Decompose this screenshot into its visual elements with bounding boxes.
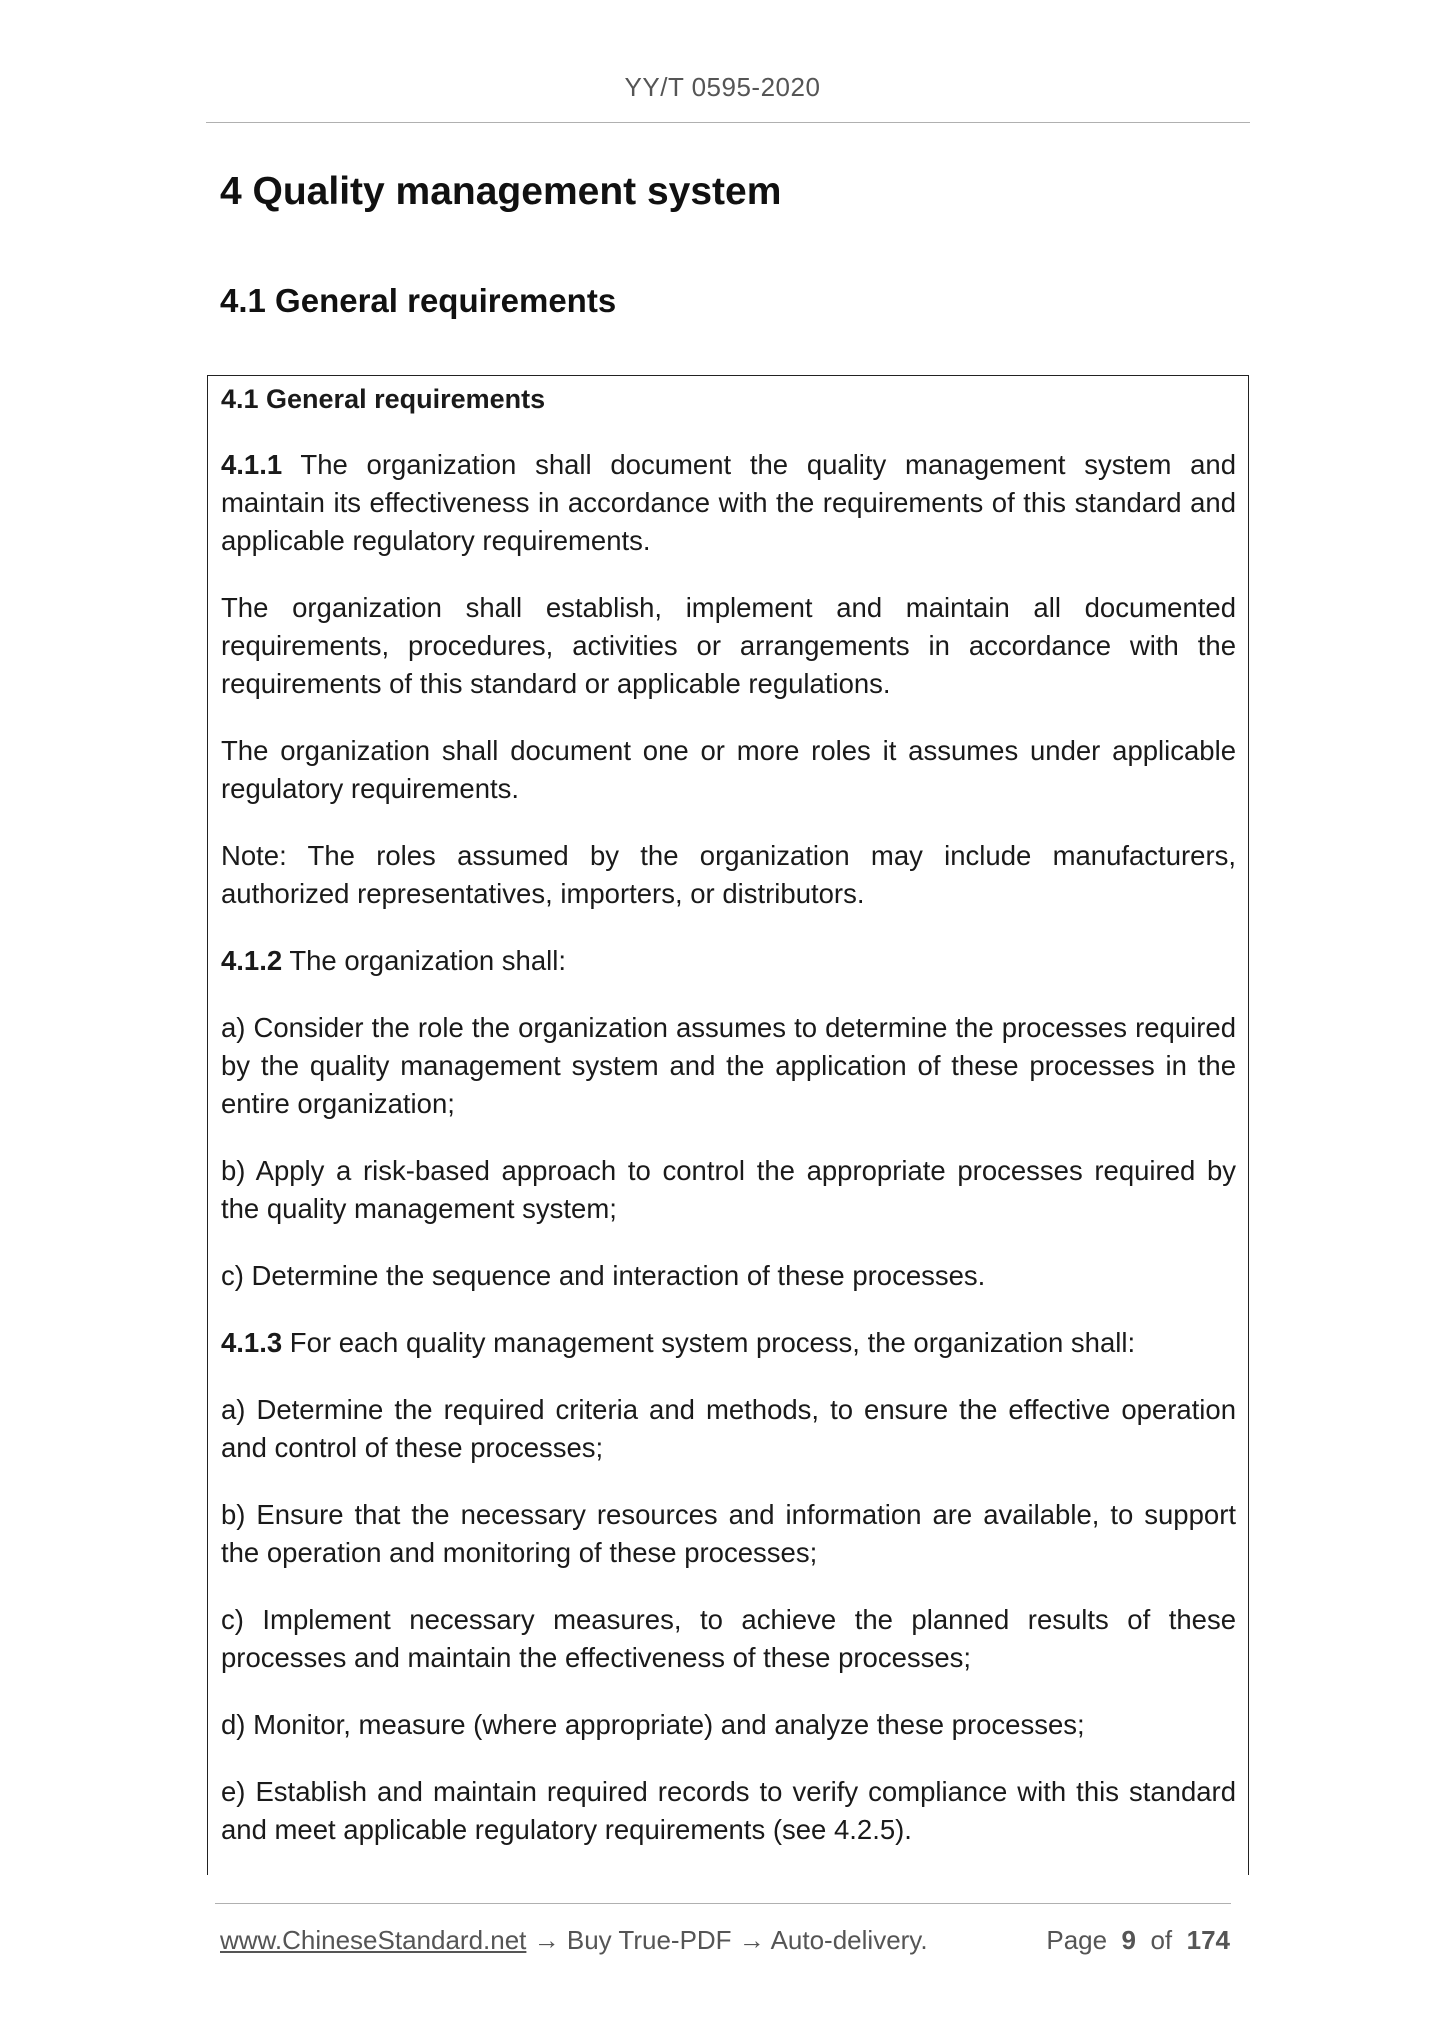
paragraph [221, 1009, 1236, 1123]
footer-divider [215, 1903, 1231, 1904]
paragraph [221, 1152, 1236, 1228]
paragraph-text: b) Apply a risk-based approach to control the appropriate processes required by the quality management system; [221, 1155, 1236, 1224]
paragraph [221, 1257, 1236, 1295]
page-footer [220, 1925, 1230, 1956]
page-label: Page [1046, 1925, 1108, 1955]
page-total: 174 [1186, 1925, 1230, 1955]
clause-number: 4.1.1 [221, 449, 283, 480]
header-divider [206, 122, 1250, 123]
paragraph [221, 1706, 1236, 1744]
paragraph-text: The organization shall document one or more roles it assumes under applicable regulatory requirements. [221, 735, 1236, 804]
paragraph [221, 732, 1236, 808]
paragraph-text: a) Determine the required criteria and methods, to ensure the effective operation and control of these processes; [221, 1394, 1236, 1463]
box-title: 4.1 General requirements [221, 384, 546, 414]
clause-number: 4.1.3 [221, 1327, 283, 1358]
requirements-box [207, 375, 1249, 1875]
clause-number: 4.1.2 [221, 945, 283, 976]
paragraph-text: a) Consider the role the organization assumes to determine the processes required by the quality management system and the application of these processes in the entire organization; [221, 1012, 1236, 1119]
paragraph [221, 1496, 1236, 1572]
paragraph-text: b) Ensure that the necessary resources and information are available, to support the operation and monitoring of these processes; [221, 1499, 1236, 1568]
paragraph [221, 1324, 1236, 1362]
document-id-header: YY/T 0595-2020 [624, 72, 821, 102]
paragraph-text: For each quality management system process, the organization shall: [282, 1327, 1136, 1358]
paragraph [221, 1391, 1236, 1467]
website-link[interactable]: www.ChineseStandard.net [220, 1925, 527, 1955]
paragraph-text: The organization shall: [282, 945, 567, 976]
section-title: 4 Quality management system [220, 170, 782, 213]
paragraph [221, 942, 1236, 980]
subsection-title: 4.1 General requirements [220, 282, 617, 319]
paragraph [221, 589, 1236, 703]
paragraph-text: d) Monitor, measure (where appropriate) and analyze these processes; [221, 1709, 1085, 1740]
paragraph-list [221, 446, 1236, 1849]
paragraph-text: The organization shall establish, implement and maintain all documented requirements, procedures, activities or arrangements in accordance with the requirements of this standard or applicable regulations. [221, 592, 1236, 699]
paragraph-text: c) Implement necessary measures, to achieve the planned results of these processes and maintain the effectiveness of these processes; [221, 1604, 1236, 1673]
page-current: 9 [1121, 1925, 1137, 1955]
paragraph-text: e) Establish and maintain required records to verify compliance with this standard and meet applicable regulatory requirements (see 4.2.5). [221, 1776, 1236, 1845]
footer-tagline: → Buy True-PDF → Auto-delivery. [526, 1925, 928, 1955]
paragraph-text: The organization shall document the quality management system and maintain its effectiveness in accordance with the requirements of this standard and applicable regulatory requirements. [221, 449, 1236, 556]
paragraph [221, 1601, 1236, 1677]
paragraph [221, 1773, 1236, 1849]
paragraph [221, 446, 1236, 560]
paragraph-text: Note: The roles assumed by the organization may include manufacturers, authorized representatives, importers, or distributors. [221, 840, 1236, 909]
paragraph-text: c) Determine the sequence and interaction of these processes. [221, 1260, 986, 1291]
paragraph [221, 837, 1236, 913]
page-indicator [1046, 1925, 1230, 1956]
page-of-label: of [1150, 1925, 1173, 1955]
